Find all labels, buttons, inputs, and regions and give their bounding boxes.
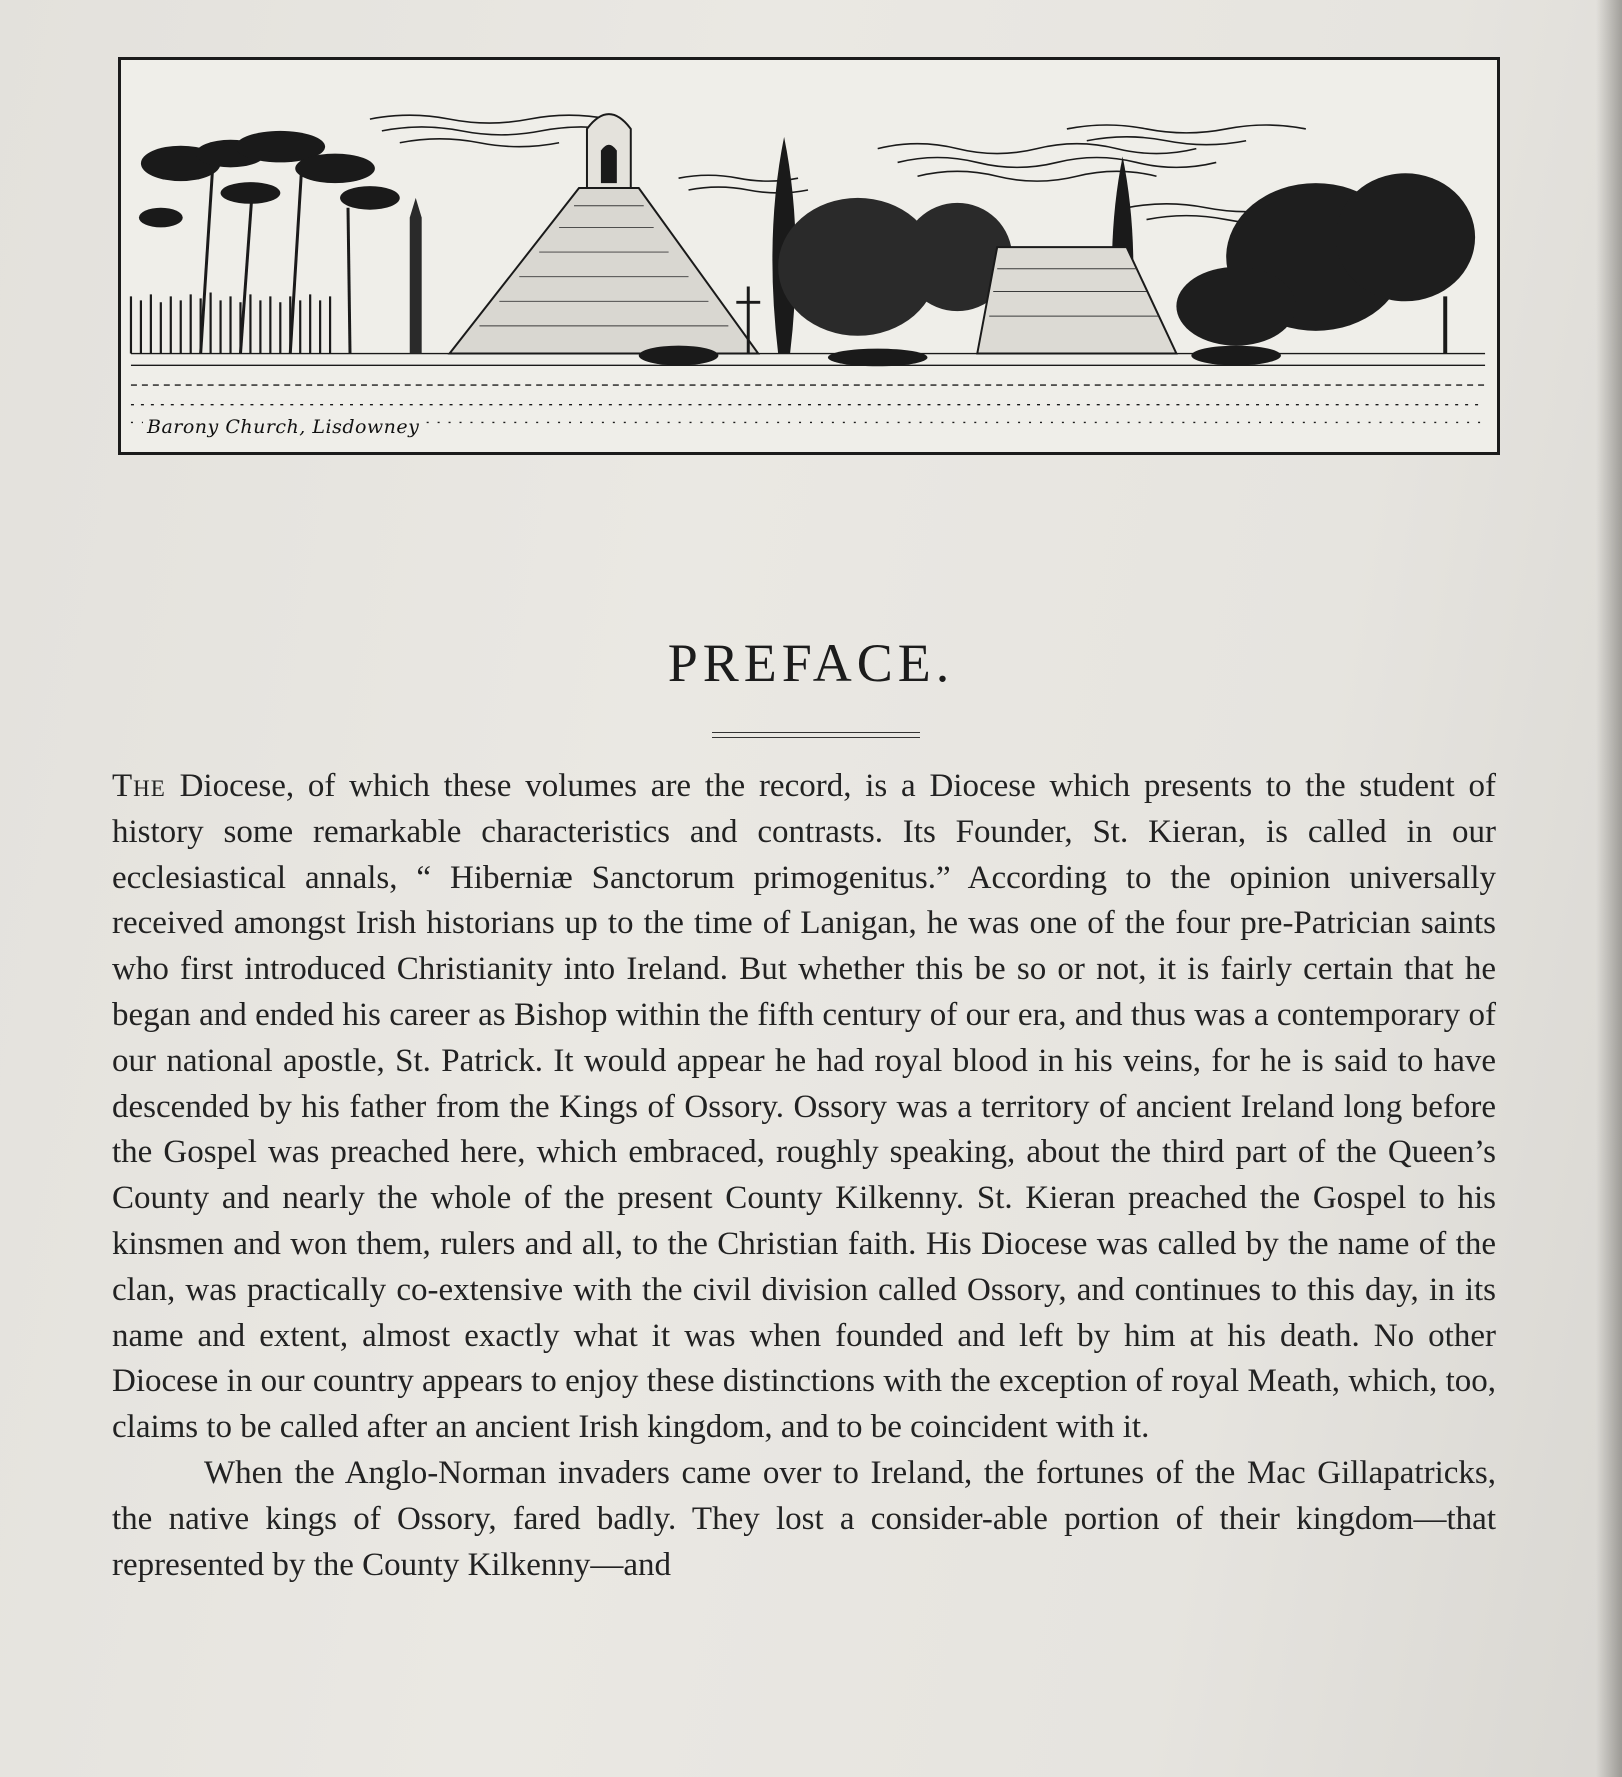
header-illustration [118, 57, 1500, 455]
drop-word: The [112, 768, 166, 804]
spine-shadow [1596, 0, 1622, 1777]
page-title: PREFACE. [667, 633, 955, 693]
church-landscape-drawing [121, 60, 1497, 452]
title-double-rule [712, 732, 920, 738]
preface-body [112, 764, 1496, 1588]
paragraph-1-text: Diocese, of which these volumes are the record, is a Diocese which presents to the student of history some remarkable characteristics and contrasts. Its Founder, St. Kieran, is called in our ecclesiastical annals, “ Hiberniæ Sanctorum primogenitus.” According to the opinion universally received amongst Irish historians up to the time of Lanigan, he was one of the four pre-Patrician saints who first introduced Christianity into Ireland. But whether this be so or not, it is fairly certain that he began and ended his career as Bishop within the fifth century of our era, and thus was a contemporary of our national apostle, St. Patrick. It would appear he had royal blood in his veins, for he is said to have descended by his father from the Kings of Ossory. Ossory was a territory of ancient Ireland long before the Gospel was preached here, which embraced, roughly speaking, about the third part of the Queen’s County and nearly the whole of the present County Kilkenny. St. Kieran preached the Gospel to his kinsmen and won them, rulers and all, to the Christian faith. His Diocese was called by the name of the clan, was practically co-extensive with the civil division called Ossory, and continues to this day, in its name and extent, almost exactly what it was when founded and left by him at his death. No other Diocese in our country appears to enjoy these distinctions with the exception of royal Meath, which, too, claims to be called after an ancient Irish kingdom, and to be coincident with it. [112, 768, 1496, 1446]
illustration-caption: Barony Church, Lisdowney [143, 416, 423, 438]
paragraph-2: When the Anglo-Norman invaders came over to Ireland, the fortunes of the Mac Gillapatricks, the native kings of Ossory, fared badly. They lost a consider-able portion of their kingdom—that represented by the County Kilkenny—and [112, 1454, 1496, 1583]
paragraph-1 [112, 764, 1496, 1451]
